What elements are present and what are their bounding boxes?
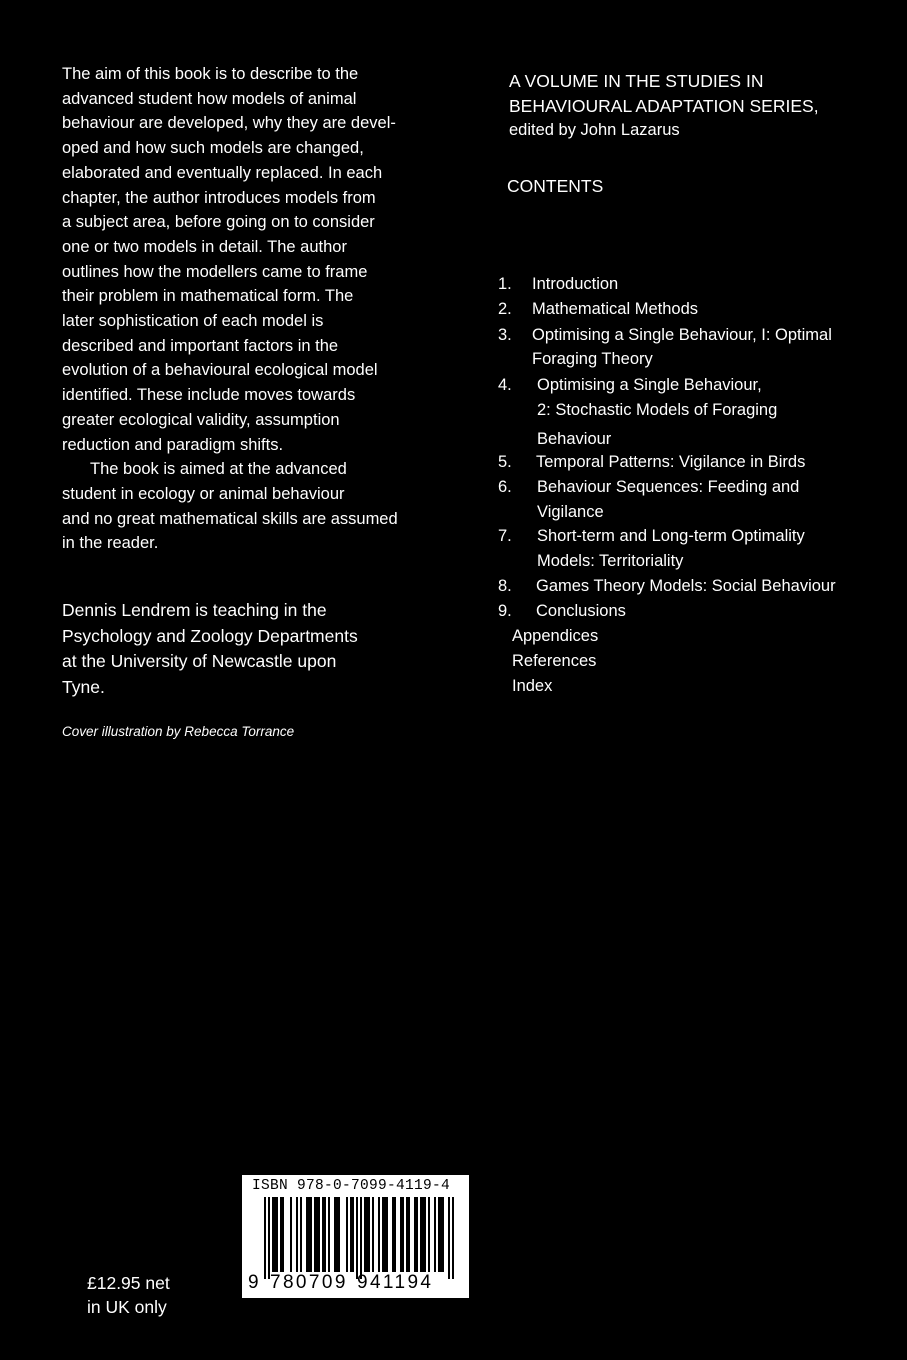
toc-title: Introduction (532, 275, 619, 293)
barcode-bar (274, 1197, 276, 1272)
barcode-bar (406, 1197, 408, 1272)
toc-number: 8. (498, 577, 512, 595)
barcode-bar (346, 1197, 348, 1272)
blurb-line: student in ecology or animal behaviour (62, 484, 345, 503)
barcode-bar (420, 1197, 422, 1272)
barcode-bar (314, 1197, 316, 1272)
barcode-bar (324, 1197, 326, 1272)
cover-illustration-credit: Cover illustration by Rebecca Torrance (62, 724, 295, 739)
barcode-bar (364, 1197, 366, 1272)
toc-item (498, 602, 626, 621)
barcode-bar (316, 1197, 318, 1272)
toc-item (498, 300, 698, 319)
toc-number: 4. (498, 376, 512, 394)
barcode-bar (272, 1197, 274, 1272)
barcode-bar (422, 1197, 424, 1272)
contents-heading: CONTENTS (507, 176, 604, 196)
barcode-bar (400, 1197, 402, 1272)
blurb-line: and no great mathematical skills are assumed (62, 509, 398, 528)
toc-item (498, 453, 805, 472)
toc-item (498, 376, 762, 395)
barcode-bar (338, 1197, 340, 1272)
toc-number: 1. (498, 275, 512, 293)
blurb-line: The aim of this book is to describe to the (62, 65, 359, 83)
ean-right-group: 941194 (357, 1272, 434, 1293)
toc-title-continuation: Behaviour (537, 430, 612, 448)
barcode-bar (452, 1197, 454, 1279)
barcode-bar (334, 1197, 336, 1272)
barcode-bar (382, 1197, 384, 1272)
barcode-bar (394, 1197, 396, 1272)
blurb-line: their problem in mathematical form. The (62, 287, 354, 306)
toc-number: 9. (498, 602, 512, 620)
toc-title: Conclusions (536, 602, 626, 620)
toc-title-continuation: Foraging Theory (532, 350, 653, 368)
barcode-bar (264, 1197, 266, 1279)
toc-item (512, 652, 596, 671)
toc-item (498, 577, 836, 596)
blurb-line: a subject area, before going on to consider (62, 213, 375, 232)
price-amount: £12.95 net (87, 1273, 170, 1293)
blurb-line: advanced student how models of animal (62, 89, 357, 108)
barcode-bar (416, 1197, 418, 1272)
ean-left-group: 780709 (270, 1272, 348, 1293)
barcode-bar (368, 1197, 370, 1272)
ean-first-digit: 9 (248, 1272, 259, 1293)
toc-title: References (512, 652, 597, 670)
toc-title-continuation: 2: Stochastic Models of Foraging (537, 401, 778, 419)
toc-title: Mathematical Methods (532, 300, 698, 318)
blurb-line: greater ecological validity, assumption (62, 410, 340, 429)
blurb-line: The book is aimed at the advanced (90, 460, 347, 479)
blurb-line: reduction and paradigm shifts. (62, 435, 284, 454)
barcode-bar (408, 1197, 410, 1272)
barcode-bar (350, 1197, 352, 1272)
toc-item (498, 326, 832, 345)
barcode-bar (440, 1197, 442, 1272)
toc-title: Behaviour Sequences: Feeding and (537, 478, 800, 496)
barcode-bar (434, 1197, 436, 1272)
author-note-line: at the University of Newcastle upon (62, 651, 337, 671)
blurb-line: elaborated and eventually replaced. In each (62, 163, 383, 182)
barcode-bar (392, 1197, 394, 1272)
barcode-bar (360, 1197, 362, 1279)
blurb-line: outlines how the modellers came to frame (62, 262, 368, 281)
barcode-bar (310, 1197, 312, 1272)
blurb-line: described and important factors in the (62, 336, 339, 355)
toc-number: 5. (498, 453, 512, 471)
barcode-bar (328, 1197, 330, 1272)
blurb-line: behaviour are developed, why they are devel- (62, 114, 396, 133)
toc-item (512, 677, 552, 696)
barcode-bar (428, 1197, 430, 1272)
barcode-bar (282, 1197, 284, 1272)
series-info (509, 69, 889, 143)
barcode-bar (322, 1197, 324, 1272)
toc-number: 7. (498, 527, 512, 545)
barcode-bar (424, 1197, 426, 1272)
series-title-line: A VOLUME IN THE STUDIES IN (509, 71, 764, 91)
barcode-bar (414, 1197, 416, 1272)
toc-title: Appendices (512, 627, 599, 645)
blurb-line: later sophistication of each model is (62, 312, 324, 331)
series-editor: edited by John Lazarus (509, 121, 680, 139)
blurb-line: oped and how such models are changed, (62, 139, 364, 158)
barcode-bar (308, 1197, 310, 1272)
toc-number: 6. (498, 478, 512, 496)
toc-item (498, 275, 618, 294)
toc-item (498, 527, 805, 546)
toc-title: Index (512, 677, 553, 695)
barcode-bar (336, 1197, 338, 1272)
toc-title-continuation: Models: Territoriality (537, 552, 684, 570)
toc-title: Games Theory Models: Social Behaviour (536, 577, 836, 595)
author-note-line: Dennis Lendrem is teaching in the (62, 600, 327, 620)
series-title-line: BEHAVIOURAL ADAPTATION SERIES, (509, 95, 819, 116)
author-note (62, 598, 442, 700)
barcode-bar (438, 1197, 440, 1272)
toc-title-continuation: Vigilance (537, 503, 604, 521)
blurb-line: in the reader. (62, 534, 159, 553)
blurb-line: chapter, the author introduces models from (62, 188, 376, 207)
barcode-bar (318, 1197, 320, 1272)
price-label (87, 1271, 170, 1319)
barcode-bar (442, 1197, 444, 1272)
toc-number: 2. (498, 300, 512, 318)
isbn-barcode (242, 1175, 469, 1298)
blurb-line: identified. These include moves towards (62, 386, 356, 405)
blurb-line: evolution of a behavioural ecological model (62, 361, 378, 380)
barcode-bar (384, 1197, 386, 1272)
toc-item (498, 478, 799, 497)
blurb-line: one or two models in detail. The author (62, 237, 347, 256)
author-note-line: Psychology and Zoology Departments (62, 625, 358, 646)
toc-item (512, 627, 598, 646)
barcode-bar (268, 1197, 270, 1279)
barcode-bar (280, 1197, 282, 1272)
toc-title: Temporal Patterns: Vigilance in Birds (536, 453, 806, 471)
barcode-bar (366, 1197, 368, 1272)
barcode-bar (296, 1197, 298, 1272)
barcode-bar (356, 1197, 358, 1279)
barcode-bar (402, 1197, 404, 1272)
isbn-label: ISBN 978-0-7099-4119-4 (252, 1178, 451, 1194)
toc-number: 3. (498, 326, 512, 344)
barcode-bar (306, 1197, 308, 1272)
toc-title: Optimising a Single Behaviour, I: Optimal (532, 326, 832, 344)
book-blurb (62, 62, 462, 556)
barcode-bar (352, 1197, 354, 1272)
toc-title: Short-term and Long-term Optimality (537, 527, 805, 545)
barcode-bar (372, 1197, 374, 1272)
barcode-bar (276, 1197, 278, 1272)
barcode-bar (448, 1197, 450, 1279)
barcode-bar (290, 1197, 292, 1272)
price-region: in UK only (87, 1297, 167, 1317)
barcode-bar (300, 1197, 302, 1272)
author-note-line: Tyne. (62, 676, 105, 697)
barcode-bar (386, 1197, 388, 1272)
barcode-bar (378, 1197, 380, 1272)
toc-title: Optimising a Single Behaviour, (537, 376, 762, 394)
